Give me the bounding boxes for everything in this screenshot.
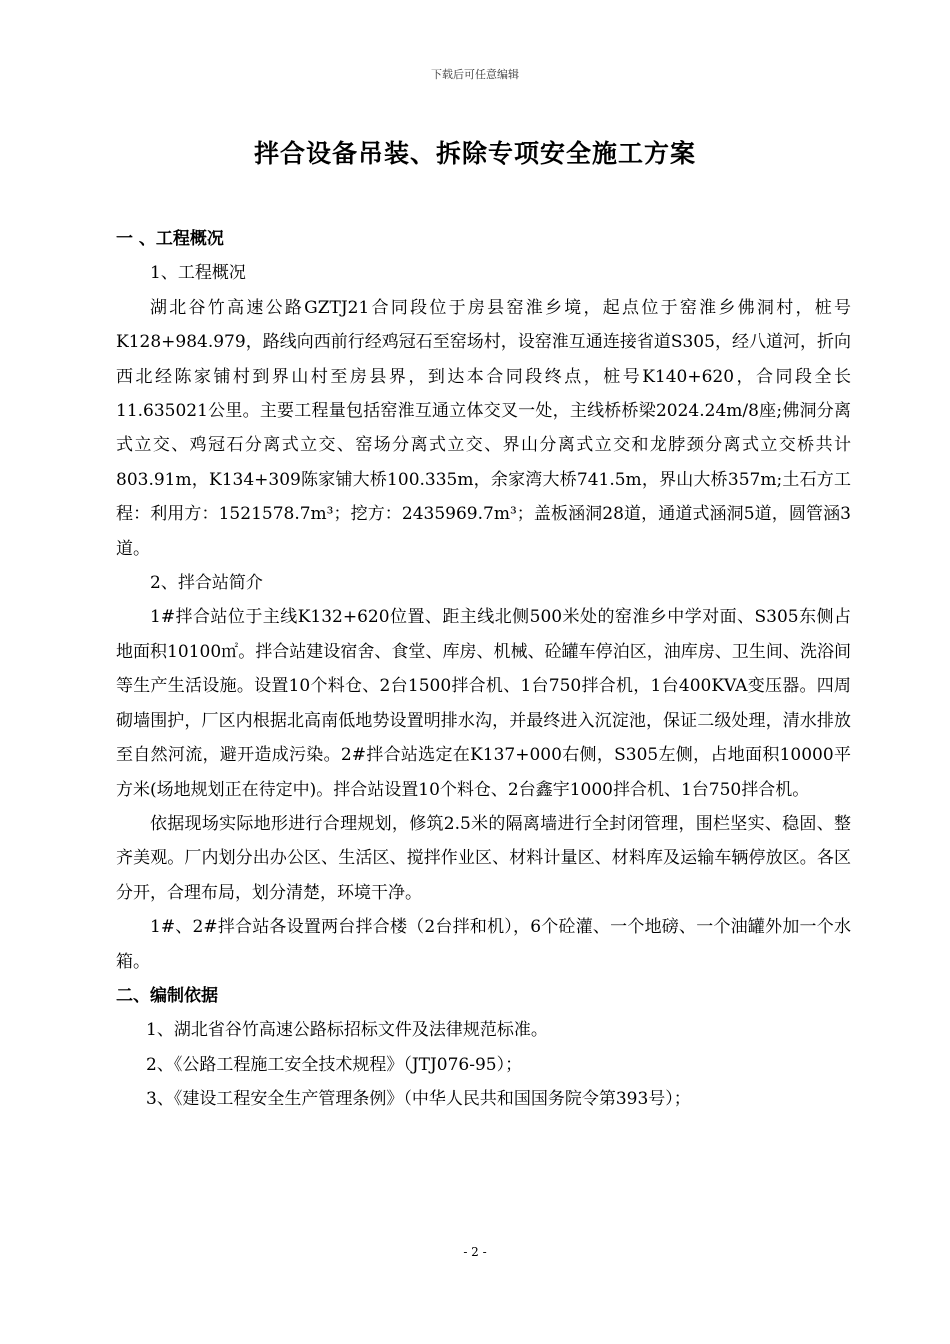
paragraph-project-overview: 湖北谷竹高速公路GZTJ21合同段位于房县窑淮乡境，起点位于窑淮乡佛洞村，桩号K128+984.979，路线向西前行经鸡冠石至窑场村，设窑淮互通连接省道S305，经八道河，折向西北经陈家铺村到界山村至房县界，到达本合同段终点，桩号K140+620，合同段全长11.635021公里。主要工程量包括窑淮互通立体交叉一处，主线桥桥梁2024.24m/8座;佛洞分离式立交、鸡冠石分离式立交、窑场分离式立交、界山分离式立交和龙脖颈分离式立交桥共计803.91m，K134+309陈家铺大桥100.335m，余家湾大桥741.5m，界山大桥357m;土石方工程：利用方：1521578.7m³；挖方：2435969.7m³；盖板涵洞28道，通道式涵洞5道，圆管涵3道。 (116, 297, 851, 559)
list-item: 1、湖北省谷竹高速公路标招标文件及法律规范标准。 (146, 1020, 548, 1041)
list-item: 3、《建设工程安全生产管理条例》（中华人民共和国国务院令第393号）； (146, 1089, 691, 1110)
page-number: - 2 - (463, 1245, 487, 1259)
paragraph-site-planning: 依据现场实际地形进行合理规划，修筑2.5米的隔离墙进行全封闭管理，围栏坚实、稳固、整齐美观。厂内划分出办公区、生活区、搅拌作业区、材料计量区、材料库及运输车辆停放区。各区分开，合理布局，划分清楚，环境干净。 (116, 813, 851, 903)
subsection-heading-overview: 1、工程概况 (150, 263, 246, 284)
page-header-note: 下载后可任意编辑 (431, 68, 519, 81)
document-title: 拌合设备吊装、拆除专项安全施工方案 (253, 139, 696, 168)
list-item: 2、《公路工程施工安全技术规程》（JTJ076-95）； (146, 1054, 523, 1075)
section-heading-basis: 二、编制依据 (116, 985, 218, 1006)
section-heading-overview: 一 、工程概况 (116, 229, 224, 249)
subsection-heading-mixing-station: 2、拌合站简介 (150, 573, 263, 594)
paragraph-mixing-station: 1#拌合站位于主线K132+620位置、距主线北侧500米处的窑淮乡中学对面、S305东侧占地面积10100㎡。拌合站建设宿舍、食堂、库房、机械、砼罐车停泊区，油库房、卫生间、洗浴间等生产生活设施。设置10个料仓、2台1500拌合机、1台750拌合机，1台400KVA变压器。四周砌墙围护，厂区内根据北高南低地势设置明排水沟，并最终进入沉淀池，保证二级处理，清水排放至自然河流，避开造成污染。2#拌合站选定在K137+000右侧，S305左侧，占地面积10000平方米(场地规划正在待定中)。拌合站设置10个料仓、2台鑫宇1000拌合机、1台750拌合机。 (116, 607, 851, 800)
document-body (116, 222, 851, 1117)
paragraph-equipment: 1#、2#拌合站各设置两台拌合楼（2台拌和机），6个砼灌、一个地磅、一个油罐外加一个水箱。 (116, 917, 851, 972)
